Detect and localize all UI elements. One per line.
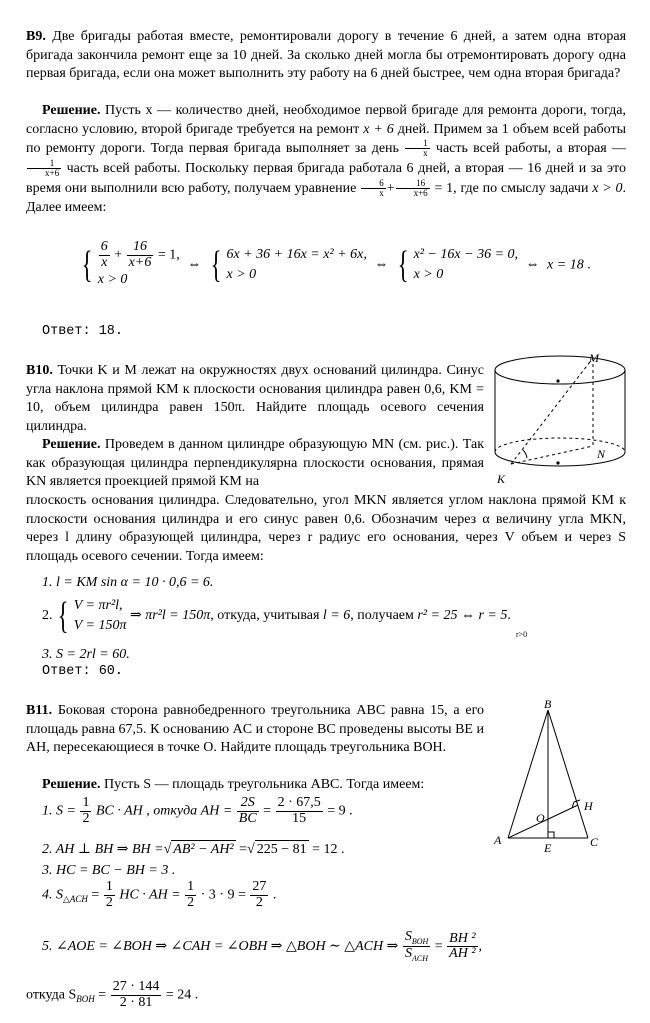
b9-label: B9. [26, 29, 46, 44]
b9-result: x = 18 [547, 257, 584, 273]
b10-step2: 2. { V = πr²l, V = 150π ⇒ πr²l = 150π, откуда, учитывая l = 6, получаем r² = 25 ⇔ r = 5. r>0 [42, 595, 528, 639]
b11-step3: 3. HC = BC − BH = 3 . [42, 863, 176, 878]
b10-solution-b: плоскость основания цилиндра. Следовательно, угол MKN является углом наклона прямой KM к плоскости основания цилиндра и его синус равен 0,6. Обозначим через α величину угла MKN, через l длину образующей цилиндра, через r радиус его основания, через V объем и через S площадь осевого сечении. Тогда имеем: [26, 493, 626, 564]
b11-step2: 2. AH ⊥ BH ⇒ BH =√ AB² − AH² =√ 225 − 81 = 12 . [42, 842, 345, 857]
fraction-6-over-x: $\frac{6}{x}$ [361, 179, 386, 199]
label-H: H [584, 799, 593, 813]
b9-solution-label: Решение. [42, 103, 101, 118]
label-N: N [597, 447, 606, 461]
b10-solution-label: Решение. [42, 437, 101, 452]
triangle-figure [490, 698, 610, 858]
label-O: O [536, 811, 545, 825]
b10-answer: Ответ: 60. [42, 664, 124, 679]
b9-solution: Решение. Пусть x — количество дней, необходимое первой бригаде для ремонта дороги, тогда, согласно условию, второй бригаде требуется на ремонт x + 6 дней. Примем за 1 объем всей работы по ремонту дороги. Тогда первая бригада выполняет за день $\frac{1}{x}$ часть всей работы, а вторая — $\frac{1}{x+6}$ часть всей работы. Поскольку первая бригада работала 6 дней, а вторая — 16 дней и за это время они выполнили всю работу, получаем уравнение $\frac{6}{x}$ + $\frac{16}{x+6}$ = 1, где по смыслу задачи x > 0. Далее имеем: [26, 103, 627, 215]
b11-step4: 4. $S_{\triangle ACH}$ = $\frac{1}{2}$ HC · AH = $\frac{1}{2}$ · 3 · 9 = $\frac{27}{2}$ . [42, 879, 277, 910]
b11-final: откуда $S_{BOH}$ = $\frac{27 \cdot 144}{2 \cdot 81}$ = 24 . [26, 979, 199, 1010]
b11-solution-label: Решение. [42, 777, 101, 792]
b9-answer: Ответ: 18. [42, 324, 124, 339]
fraction-1-over-x: $\frac{1}{x}$ [405, 139, 430, 159]
b9-equation-system: { $\frac{6}{x}$ + $\frac{16}{x+6}$ = 1, x > 0 ⇔ { 6x + 36 + 16x = x² + 6x, x > 0 ⇔ { x² − 16x − 36 = 0, x > 0 ⇔ x = 18 . [81, 239, 591, 288]
label-M: M [589, 351, 599, 365]
b11-solution: Решение. Пусть S — площадь треугольника ABC. Тогда имеем: [42, 777, 425, 792]
b11-step5: 5. ∠AOE = ∠BOH ⇒ ∠CAH = ∠OBH ⇒ △BOH ∼ △ACH ⇒ $\frac{S_{BOH}}{S_{ACH}}$ = $\frac{\text{BH ²}}{\text{AH ²}}$ , [42, 929, 483, 963]
label-B: B [544, 698, 552, 711]
label-C: C [590, 835, 599, 849]
label-E: E [544, 841, 552, 855]
b11-step1: 1. S = $\frac{1}{2}$ BC · AH , откуда AH = $\frac{2S}{BC}$ = $\frac{2 \cdot 67,5}{15}$ = 9 . [42, 795, 353, 826]
fraction-16-over-x6: $\frac{16}{x+6}$ [396, 179, 430, 199]
label-K: K [497, 472, 506, 486]
b10-problem: B10. Точки K и M лежат на окружностях двух оснований цилиндра. Синус угла наклона прямой KM к плоскости основания цилиндра равен 0,6, KM = 10, объем цилиндра равен 150π. Найдите площадь осевого сечения цилиндра. [26, 363, 485, 434]
b11-label: B11. [26, 703, 53, 718]
b9-problem: B9. Две бригады работая вместе, ремонтировали дорогу в течение 6 дней, а затем одна вторая бригада закончила ремонт еще за 10 дней. За сколько дней могла бы отремонтировать дорогу одна первая бригада, если она может выполнить эту работу на 6 дней быстрее, чем одна вторая бригада? [26, 29, 627, 81]
label-A: A [494, 833, 502, 847]
b10-label: B10. [26, 363, 53, 378]
cylinder-figure [485, 348, 635, 490]
b10-step3: 3. S = 2rl = 60. [42, 647, 130, 662]
b10-solution-a: Решение. Проведем в данном цилиндре образующую MN (см. рис.). Так как образующая цилиндра перпендикулярна плоскости основания, прямая KN является проекцией прямой KM на [26, 437, 484, 489]
fraction-1-over-x6: $\frac{1}{x+6}$ [27, 159, 61, 179]
b10-step1: 1. l = KM sin α = 10 · 0,6 = 6. [42, 575, 214, 590]
b11-problem: B11. Боковая сторона равнобедренного треугольника ABC равна 15, а его площадь равна 67,5. К основанию AC и стороне BC проведены высоты BE и AH, пересекающиеся в точке O. Найдите площадь треугольника BOH. [26, 703, 484, 755]
